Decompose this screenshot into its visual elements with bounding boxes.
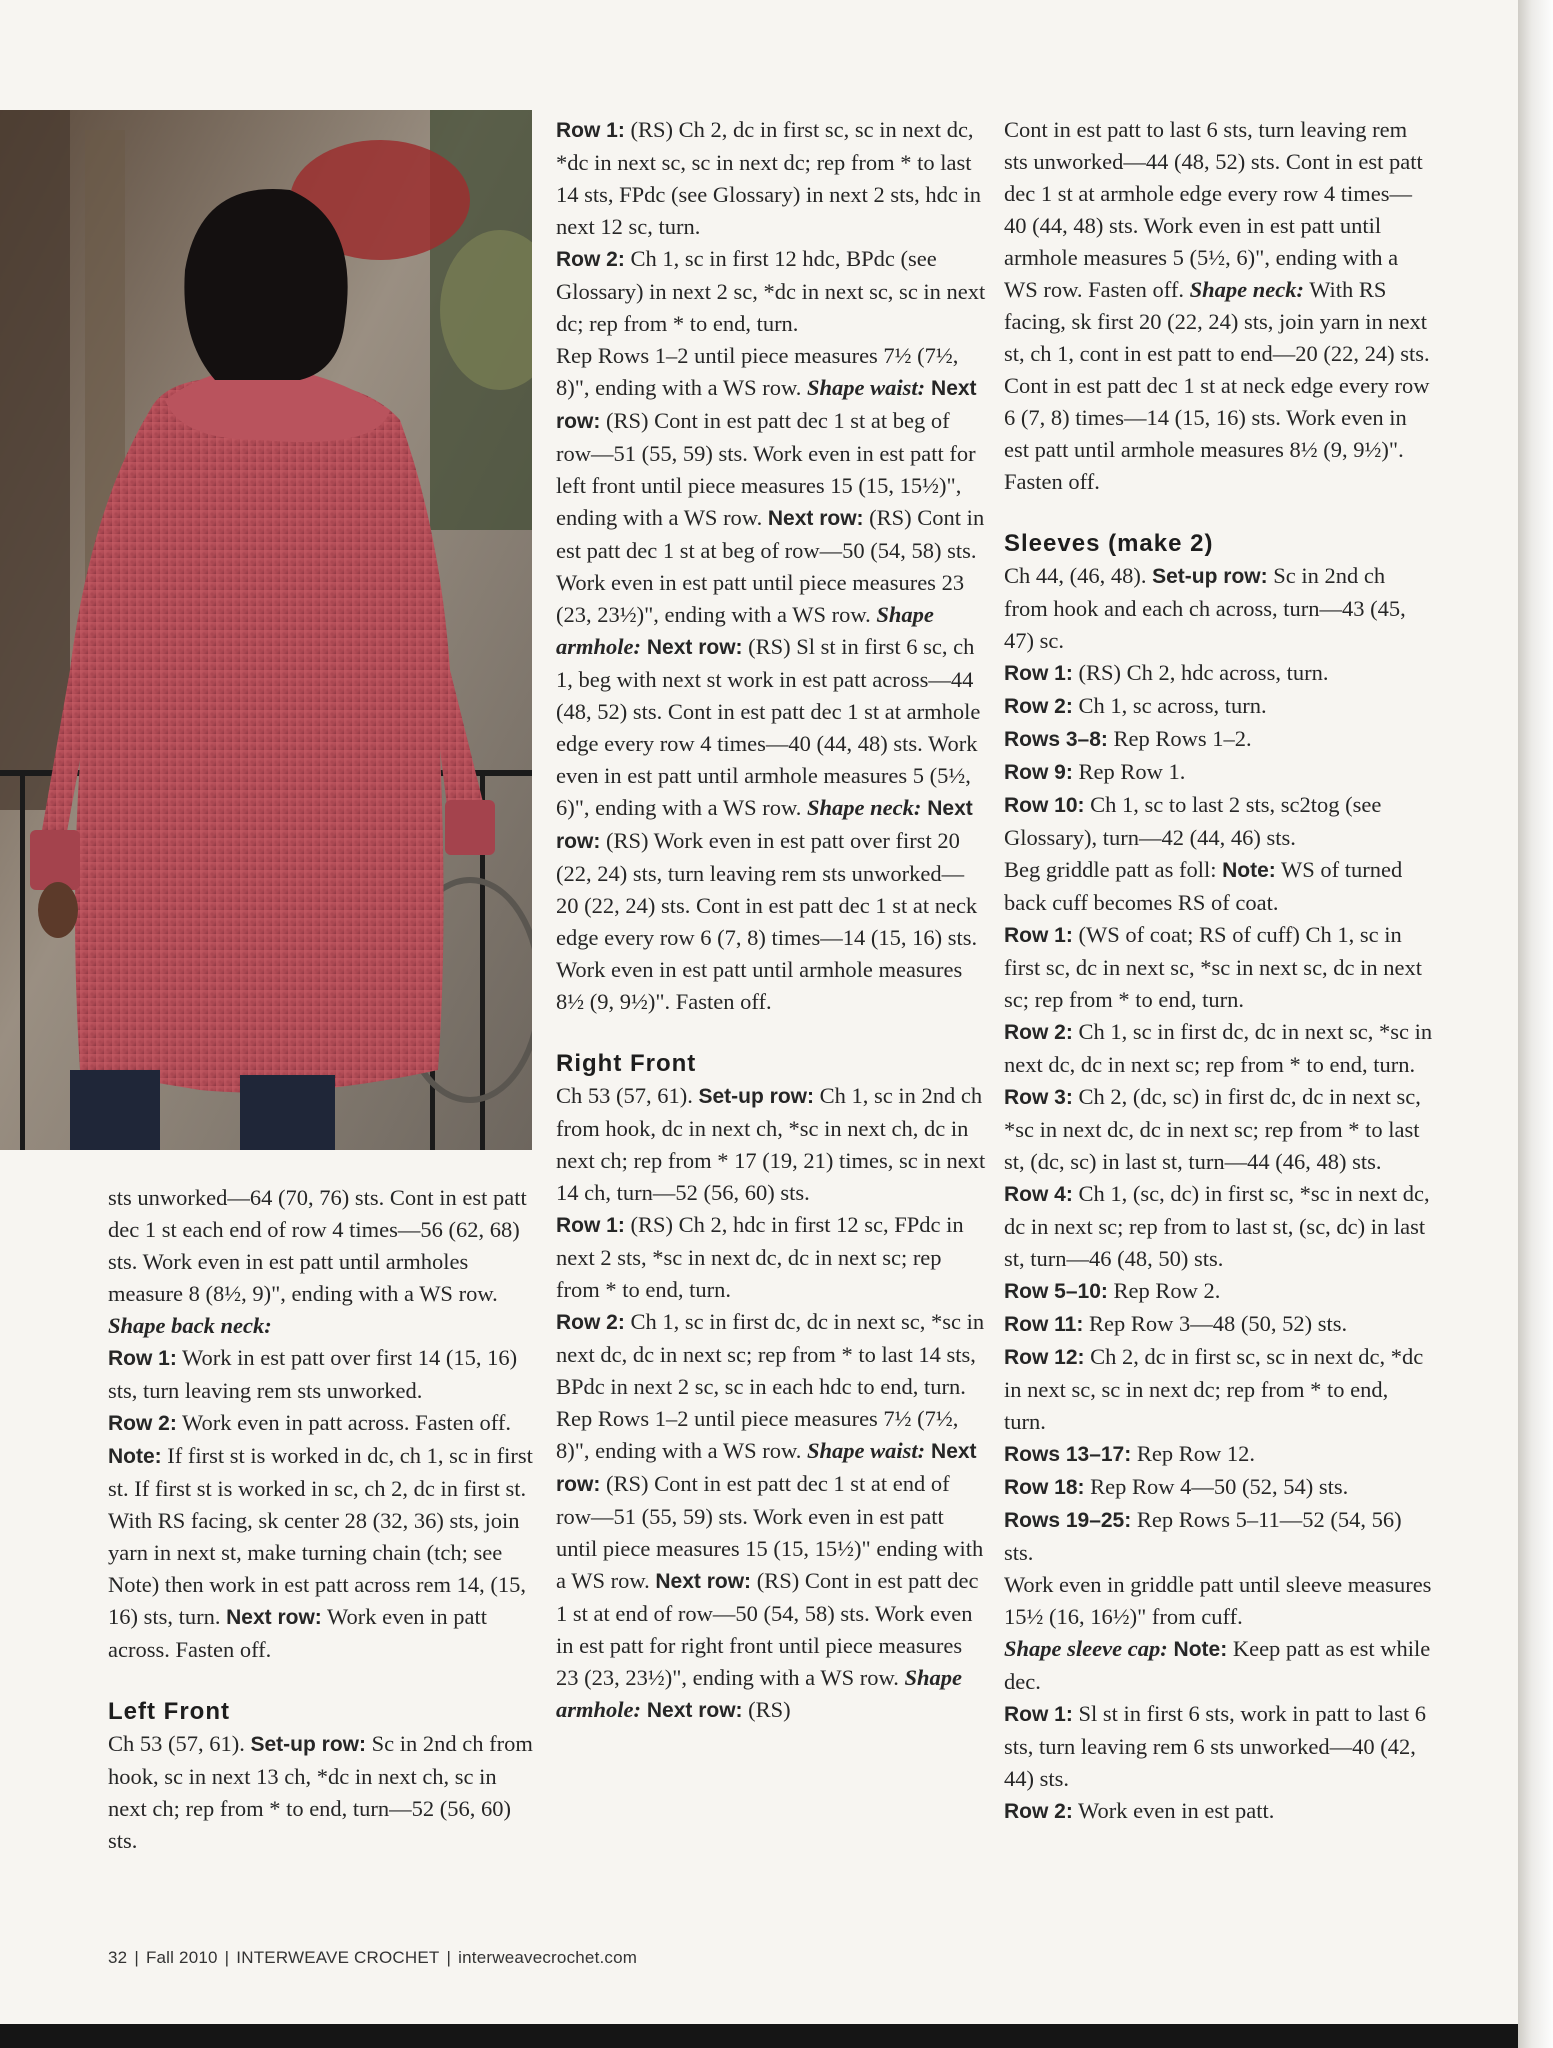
row-label: Row 9: <box>1004 761 1073 784</box>
row-label: Row 2: <box>1004 1800 1073 1823</box>
row-label: Row 1: <box>1004 662 1073 685</box>
instruction-row <box>108 1407 533 1440</box>
row-text: Ch 1, sc across, turn. <box>1072 693 1267 718</box>
right-front-setup <box>556 1080 986 1209</box>
instruction-row <box>1004 1308 1434 1341</box>
row-text: (RS) Ch 2, hdc across, turn. <box>1072 660 1329 685</box>
row-text: Rep Row 3—48 (50, 52) sts. <box>1083 1311 1348 1336</box>
instruction-row <box>556 1209 986 1306</box>
shape-waist-label: Shape waist: <box>807 1438 926 1463</box>
body-text: Beg griddle patt as foll: <box>1004 857 1223 882</box>
row-text: Rep Row 1. <box>1072 759 1186 784</box>
row-label: Row 11: <box>1004 1313 1084 1336</box>
instruction-row <box>1004 1275 1434 1308</box>
row-label: Row 12: <box>1004 1346 1085 1369</box>
instruction-row <box>1004 1795 1434 1828</box>
page-edge-right <box>1518 0 1553 2048</box>
instruction-row <box>1004 1081 1434 1178</box>
shape-sleeve-cap-label: Shape sleeve cap: <box>1004 1636 1168 1661</box>
row-text: Ch 2, dc in first sc, sc in next dc, *dc in next sc, sc in next dc; rep from * to end, turn. <box>1004 1344 1424 1434</box>
row-text: Ch 2, (dc, sc) in first dc, dc in next sc, *sc in next dc, dc in next sc; rep from * to last st, (dc, sc) in last st, turn—44 (46, 48) sts. <box>1004 1084 1421 1174</box>
body-text: (RS) Work even in est patt over first 20 (22, 24) sts, turn leaving rem sts unworked—20 (22, 24) sts. Cont in est patt dec 1 st at neck edge every row 6 (7, 8) times—14 (15, 16) sts. Work even in est patt until armhole measures 8½ (9, 9½)". Fasten off. <box>556 828 978 1014</box>
issue-label: Fall 2010 <box>145 1948 218 1967</box>
section-heading-left-front: Left Front <box>108 1698 230 1725</box>
instruction-row <box>1004 1438 1434 1471</box>
section-heading-right-front: Right Front <box>556 1050 697 1077</box>
row-label: Rows 3–8: <box>1004 728 1108 751</box>
sleeve-cap-paragraph <box>1004 1633 1434 1698</box>
note-label: Note: <box>1222 859 1276 882</box>
coat-photo <box>0 110 532 1150</box>
row-text: Sl st in first 6 sts, work in patt to last 6 sts, turn leaving rem 6 sts unworked—40 (42, 44) sts. <box>1004 1701 1426 1791</box>
body-text: WS of turned back cuff becomes RS of coat. <box>1004 857 1403 915</box>
body-text: Ch 44, (46, 48). <box>1004 563 1153 588</box>
note-label: Note: <box>1167 1638 1228 1661</box>
row-label: Row 18: <box>1004 1476 1085 1499</box>
row-label: Row 2: <box>108 1412 177 1435</box>
row-text: Ch 1, sc to last 2 sts, sc2tog (see Glossary), turn—42 (44, 46) sts. <box>1004 792 1382 850</box>
body-text: Rep Rows 1–2 until piece measures 7½ (7½, 8)", ending with a WS row. <box>556 343 959 400</box>
row-label: Row 1: <box>108 1347 177 1370</box>
row-label: Rows 19–25: <box>1004 1509 1132 1532</box>
body-text: (RS) Cont in est patt dec 1 st at beg of row—51 (55, 59) sts. Work even in est patt for left front until piece measures 15 (15, 15½)", ending with a WS row. <box>556 408 976 530</box>
body-text: Keep patt as est while dec. <box>1004 1636 1431 1694</box>
row-label: Row 1: <box>556 1214 625 1237</box>
row-text: Ch 1, sc in first dc, dc in next sc, *sc in next dc, dc in next sc; rep from * to last 14 sts, BPdc in next 2 sc, sc in each hdc to end, turn. <box>556 1309 985 1399</box>
row-text: (WS of coat; RS of cuff) Ch 1, sc in first sc, dc in next sc, *sc in next sc, dc in next sc; rep from * to end, turn. <box>1004 922 1423 1012</box>
shape-neck-label: Shape neck: <box>807 795 922 820</box>
row-label: Row 2: <box>556 248 625 271</box>
shape-armhole-label: Shape armhole: <box>556 602 934 659</box>
body-text: Sc in 2nd ch from hook, sc in next 13 ch, *dc in next ch, sc in next ch; rep from * to end, turn—52 (56, 60) sts. <box>108 1731 533 1853</box>
column-1 <box>108 1182 533 1857</box>
row-label: Row 2: <box>1004 695 1073 718</box>
next-row-label: Next row: <box>641 636 743 659</box>
griddle-note <box>1004 854 1434 919</box>
instruction-row <box>556 114 986 243</box>
instruction-row <box>1004 1341 1434 1438</box>
next-row-label: Next row: <box>556 1440 977 1496</box>
instruction-row <box>1004 919 1434 1016</box>
right-front-shaping <box>556 1403 986 1727</box>
body-text: sts unworked—64 (70, 76) sts. Cont in est patt dec 1 st each end of row 4 times—56 (62, 68) sts. Work even in est patt until armholes measure 8 (8½, 9)", ending with a WS row. <box>108 1185 527 1306</box>
magazine-name: INTERWEAVE CROCHET <box>236 1948 440 1967</box>
section-label: Shape back neck: <box>108 1313 272 1338</box>
back-neck-paragraph <box>108 1182 533 1342</box>
setup-row-label: Set-up row: <box>698 1085 814 1108</box>
row-label: Row 5–10: <box>1004 1280 1108 1303</box>
row-text: Work even in patt across. Fasten off. <box>176 1410 512 1435</box>
row-text: Rep Rows 5–11—52 (54, 56) sts. <box>1004 1507 1402 1565</box>
body-text: (RS) Sl st in first 6 sc, ch 1, beg with next st work in est patt across—44 (48, 52) sts. Cont in est patt dec 1 st at armhole edge every row 4 times—40 (44, 48) sts. Work even in est patt until armhole measures 5 (5½, 6)", ending with a WS row. <box>556 634 981 820</box>
body-text: (RS) Cont in est patt dec 1 st at end of row—50 (54, 58) sts. Work even in est patt for right front until piece measures 23 (23, 23½)", ending with a WS row. <box>556 1568 979 1690</box>
right-front-continued <box>1004 114 1434 498</box>
row-text: Work in est patt over first 14 (15, 16) sts, turn leaving rem sts unworked. <box>108 1345 518 1403</box>
next-row-text: Work even in patt across. Fasten off. <box>108 1604 488 1662</box>
row-text: Ch 1, sc in first 12 hdc, BPdc (see Glossary) in next 2 sc, *dc in next sc, sc in next dc; rep from * to end, turn. <box>556 246 986 336</box>
work-even-paragraph: Work even in griddle patt until sleeve measures 15½ (16, 16½)" from cuff. <box>1004 1572 1432 1629</box>
next-row-label: Next row: <box>226 1606 322 1629</box>
shape-waist-label: Shape waist: <box>807 375 926 400</box>
instruction-row <box>1004 1698 1434 1795</box>
website-link[interactable]: interweavecrochet.com <box>458 1948 638 1967</box>
body-text: Rep Rows 1–2 until piece measures 7½ (7½, 8)", ending with a WS row. <box>556 1406 959 1463</box>
left-front-setup <box>108 1728 533 1857</box>
instruction-row <box>556 243 986 340</box>
body-text: Ch 53 (57, 61). <box>556 1083 699 1108</box>
instruction-row <box>108 1342 533 1407</box>
instruction-row <box>1004 789 1434 854</box>
instruction-row <box>1004 1178 1434 1275</box>
page-edge-bottom <box>0 2024 1518 2048</box>
body-text: (RS) Cont in est patt dec 1 st at beg of row—50 (54, 58) sts. Work even in est patt until piece measures 23 (23, 23½)", ending with a WS row. <box>556 505 985 627</box>
row-text: (RS) Ch 2, dc in first sc, sc in next dc, *dc in next sc, sc in next dc; rep from * to last 14 sts, FPdc (see Glossary) in next 2 sts, hdc in next 12 sc, turn. <box>556 117 981 239</box>
setup-row-label: Set-up row: <box>1152 565 1268 588</box>
row-text: (RS) Ch 2, hdc in first 12 sc, FPdc in next 2 sts, *sc in next dc, dc in next sc; rep from * to end, turn. <box>556 1212 964 1302</box>
page-number: 32 <box>108 1948 128 1967</box>
row-text: Rep Row 2. <box>1107 1278 1221 1303</box>
instruction-row <box>1004 723 1434 756</box>
body-text: Cont in est patt to last 6 sts, turn leaving rem sts unworked—44 (48, 52) sts. Cont in est patt dec 1 st at armhole edge every row 4 times—40 (44, 48) sts. Work even in est patt until armhole measures 5 (5½, 6)", ending with a WS row. Fasten off. <box>1004 117 1423 302</box>
instruction-row <box>1004 1016 1434 1081</box>
note-label: Note: <box>108 1445 162 1468</box>
instruction-row <box>1004 1504 1434 1569</box>
row-label: Row 1: <box>1004 1703 1073 1726</box>
row-text: Rep Row 12. <box>1131 1441 1255 1466</box>
body-text: With RS facing, sk first 20 (22, 24) sts, join yarn in next st, ch 1, cont in est patt to end—20 (22, 24) sts. Cont in est patt dec 1 st at neck edge every row 6 (7, 8) times—14 (15, 16) sts. Work even in est patt until armhole measures 8½ (9, 9½)". Fasten off. <box>1004 277 1430 494</box>
left-front-shaping <box>556 340 986 1018</box>
page-footer: 32 | Fall 2010 | INTERWEAVE CROCHET | interweavecrochet.com <box>108 1948 638 1967</box>
shape-armhole-label: Shape armhole: <box>556 1665 963 1722</box>
next-row-label: Next row: <box>655 1570 752 1593</box>
row-text: Rep Row 4—50 (52, 54) sts. <box>1084 1474 1349 1499</box>
instruction-row <box>1004 1471 1434 1504</box>
row-label: Row 2: <box>1004 1021 1073 1044</box>
row-label: Row 2: <box>556 1311 625 1334</box>
column-2 <box>556 114 986 1727</box>
column-3 <box>1004 114 1434 1828</box>
body-text: Ch 53 (57, 61). <box>108 1731 251 1756</box>
row-text: Ch 1, (sc, dc) in first sc, *sc in next dc, dc in next sc; rep from to last st, (sc, dc) in last st, turn—46 (48, 50) sts. <box>1004 1181 1430 1271</box>
row-label: Row 4: <box>1004 1183 1073 1206</box>
body-text: Sc in 2nd ch from hook and each ch across, turn—43 (45, 47) sc. <box>1004 563 1406 653</box>
next-row-label: Next row: <box>641 1699 743 1722</box>
row-text: Ch 1, sc in first dc, dc in next sc, *sc in next dc, dc in next sc; rep from * to end, turn. <box>1004 1019 1433 1077</box>
row-label: Row 10: <box>1004 794 1085 817</box>
sleeves-setup <box>1004 560 1434 657</box>
note-text: If first st is worked in dc, ch 1, sc in first st. If first st is worked in sc, ch 2, dc in first st. With RS facing, sk center 28 (32, 36) sts, join yarn in next st, make turning chain (tch; see Note) then work in est patt across rem 14, (15, 16) sts, turn. <box>108 1443 533 1629</box>
row-label: Row 3: <box>1004 1086 1073 1109</box>
next-row-label: Next row: <box>556 797 973 853</box>
row-label: Rows 13–17: <box>1004 1443 1132 1466</box>
section-heading-sleeves: Sleeves (make 2) <box>1004 530 1214 557</box>
row-text: Rep Rows 1–2. <box>1107 726 1252 751</box>
body-text: (RS) Cont in est patt dec 1 st at end of row—51 (55, 59) sts. Work even in est patt until piece measures 15 (15, 15½)" ending with a WS row. <box>556 1471 984 1593</box>
row-label: Row 1: <box>1004 924 1073 947</box>
instruction-row <box>1004 657 1434 690</box>
next-row-label: Next row: <box>556 377 977 433</box>
body-text: Ch 1, sc in 2nd ch from hook, dc in next ch, *sc in next ch, dc in next ch; rep from * 17 (19, 21) times, sc in next 14 ch, turn—52 (56, 60) sts. <box>556 1083 986 1205</box>
row-text: Work even in est patt. <box>1072 1798 1275 1823</box>
setup-row-label: Set-up row: <box>250 1733 366 1756</box>
instruction-row <box>1004 756 1434 789</box>
note-paragraph <box>108 1440 533 1666</box>
row-label: Row 1: <box>556 119 625 142</box>
next-row-label: Next row: <box>767 507 864 530</box>
instruction-row <box>1004 690 1434 723</box>
shape-neck-label: Shape neck: <box>1189 277 1304 302</box>
body-text: (RS) <box>742 1697 791 1722</box>
instruction-row <box>556 1306 986 1403</box>
